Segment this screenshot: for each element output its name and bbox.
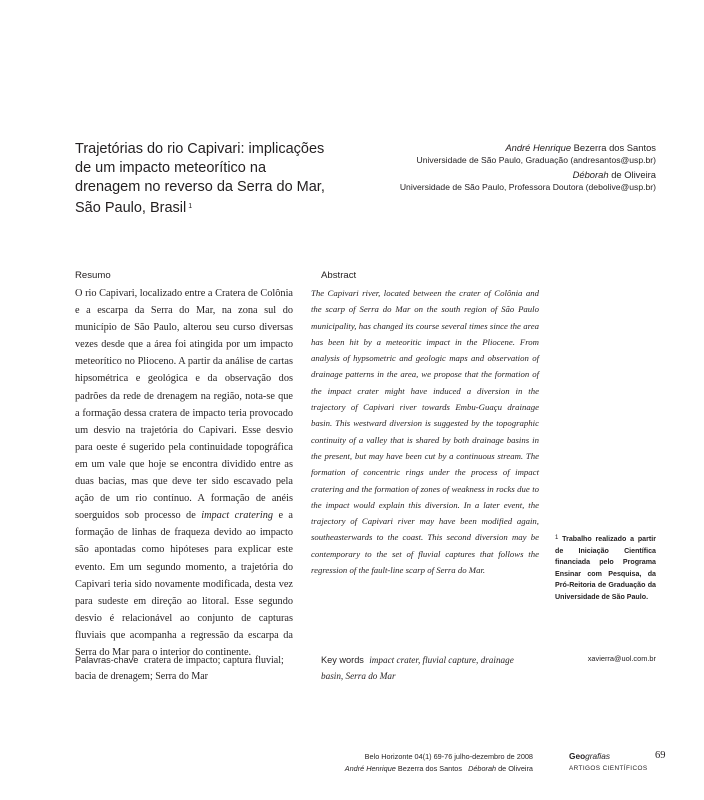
resumo-text [75, 285, 293, 661]
footnote [555, 533, 656, 604]
journal-name-bold: Geo [569, 751, 586, 761]
keywords-pt [75, 653, 293, 684]
author-2-affiliation: Universidade de São Paulo, Professora Doutora (debolive@usp.br) [399, 182, 656, 192]
author-1-first-name: André Henrique [505, 142, 572, 153]
footer-authors [345, 764, 533, 773]
author-2 [400, 169, 656, 193]
author-2-last-name: de Oliveira [611, 169, 656, 180]
resumo-text-part-2: e a formação de linhas de fraqueza devido ao impacto são apontadas como hipóteses para explicar este evento. Em um segundo momento, a trajetória do Capivari teria sido novamente modificada, desta vez para sudeste em direção ao litoral. Esse segundo desvio é relacionável ao conjunto de capturas fluviais que acompanha a regressão da escarpa da Serra do Mar para o interior do continente. [75, 510, 294, 658]
author-2-name [400, 169, 656, 181]
page-number: 69 [655, 750, 666, 761]
footer-author-2-last: de Oliveira [498, 764, 533, 773]
section-label: ARTIGOS CIENTÍFICOS [569, 765, 648, 772]
journal-name-tail: grafias [585, 751, 611, 761]
author-1-name [417, 142, 656, 154]
keywords-pt-terms: cratera de impacto; captura fluvial; bacia de drenagem; Serra do Mar [75, 655, 284, 682]
footnote-text: Trabalho realizado a partir de Iniciação Científica financiada pelo Programa Ensinar com Pesquisa, da Pró-Reitoria de Graduação da Universidade de São Paulo. [555, 535, 656, 601]
article-title [75, 140, 325, 218]
keywords-en-terms: impact crater, fluvial capture, drainage basin, Serra do Mar [321, 655, 514, 681]
contact-email: xavierra@uol.com.br [587, 654, 656, 663]
resumo-text-emphasis: impact cratering [201, 510, 273, 522]
abstract-heading: Abstract [321, 270, 357, 281]
author-1-last-name: Bezerra dos Santos [573, 142, 656, 153]
keywords-en-label: Key words [321, 655, 364, 665]
keywords-pt-label: Palavras-chave [75, 655, 139, 665]
author-1-affiliation: Universidade de São Paulo, Graduação (andresantos@usp.br) [416, 155, 656, 165]
abstract-text: The Capivari river, located between the crater of Colônia and the scarp of Serra do Mar on the south region of São Paulo municipality, has changed its course several times since the area has been hit by a meteoritic impact in the Pliocene. From analysis of hypsometric and geologic maps and observation of drainage patterns in the area, we propose that the formation of the impact crater might have induced a diversion in the trajectory of Capivari river towards Embu-Guaçu drainage basin. This westward diversion is suggested by the topographic continuity of a valley that is shared by both drainage basins in the present, but may have been cut by a continuous stream. The formation of concentric rings under the process of impact cratering and the formation of zones of weakness in rocks due to the impact would explain this diversion. In a later event, the trajectory of Capivari river may have been modified again, southeasterwards to the coast. This second diversion may be contemporary to the set of fluvial captures that follows the regression of the fault-line scarp of Serra do Mar. [311, 288, 539, 576]
resumo-heading: Resumo [75, 270, 111, 281]
footer-author-2-first: Déborah [468, 764, 497, 773]
author-1 [417, 142, 656, 166]
article-title-text: Trajetórias do rio Capivari: implicações de um impacto meteorítico na drenagem no reverso da Serra do Mar, São Paulo, Brasil [75, 141, 325, 216]
footer-author-1-last: Bezerra dos Santos [397, 764, 462, 773]
footnote-marker: 1 [555, 535, 559, 541]
journal-name [569, 751, 610, 761]
keywords-en [321, 653, 521, 684]
resumo-text-part-1: O rio Capivari, localizado entre a Cratera de Colônia e a escarpa da Serra do Mar, na zona sul do município de São Paulo, alterou seu curso diversas vezes desde que a área foi atingida por um impacto meteorítico no Plioceno. A partir da análise de cartas hipsométrica e geológica e da observação dos padrões da rede de drenagem na região, nota-se que a formação dessa cratera de impacto teria provocado um desvio na trajetória do Capivari. Esse desvio para oeste é sugerido pela continuidade topográfica em um vale que hoje se encontra dividido entre as duas bacias, mas que deve ter sido escavado pela ação de um rio contínuo. A formação de anéis soerguidos sob processo de [75, 288, 293, 522]
footer-author-1-first: André Henrique [344, 764, 396, 773]
title-footnote-marker: 1 [188, 203, 193, 210]
author-2-first-name: Déborah [572, 169, 609, 180]
footer-issue: Belo Horizonte 04(1) 69-76 julho-dezembro de 2008 [364, 752, 533, 761]
